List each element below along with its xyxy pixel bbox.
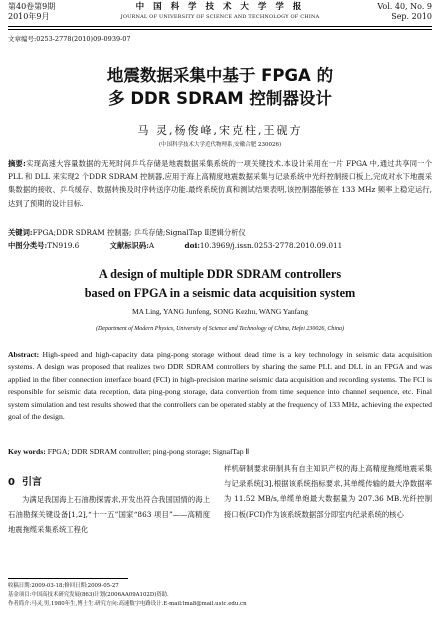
date-zh: 2010年9月 [8,12,50,21]
affiliation-en: (Department of Modern Physics, University of Science and Technology of China, Hefei 230026, China) [95,326,345,332]
journal-volume-en [377,2,432,22]
clc [8,241,93,250]
authors-en: MA Ling, YANG Junfeng, SONG Kezhu, WANG Yanfang [131,307,309,316]
classification-row [8,240,432,252]
abstract-zh [8,157,432,210]
footnote-fund: 基金项目:中国高技术研究发展(863)计划(2006AA09A102D)资助. [8,592,169,598]
clc-value: TN919.6 [47,241,80,250]
abstract-en-label: Abstract: [8,350,40,359]
footnote-author: 作者简介:马灵,男,1980年生,博士生.研究方向:高速数字电路设计.E-mail:lma8@mail.ustc.edu.cn [8,601,247,607]
doi [184,241,356,250]
journal-name-en: JOURNAL OF UNIVERSITY OF SCIENCE AND TECHNOLOGY OF CHINA [120,14,320,20]
section-heading [8,473,42,488]
abstract-en [8,349,432,423]
keywords-en-text: FPGA; DDR SDRAM controller; ping-pong storage; SignalTap Ⅱ [47,447,250,456]
keywords-en [8,446,432,458]
doi-value: 10.3969/j.issn.0253-2778.2010.09.011 [199,241,343,250]
section-title: 引言 [21,477,42,488]
header-rule-thin [8,29,432,30]
footnote-received: 收稿日期:2009-03-18;修回日期:2009-05-27 [8,583,119,589]
doc-code-value: A [148,241,155,250]
keywords-zh [8,227,432,239]
keywords-zh-text: FPGA;DDR SDRAM 控制器; 乒乓存储;SignalTap Ⅱ逻辑分析仪 [32,228,246,237]
journal-volume-zh [8,2,55,22]
volume-en: Vol. 40, No. 9 [377,2,432,11]
title-en-line2: based on FPGA in a seismic data acquisition system [84,286,356,300]
keywords-en-label: Key words: [8,447,46,456]
affiliation-zh: (中国科学技术大学近代物理系,安徽合肥 230026) [158,142,282,148]
journal-name [110,2,330,22]
clc-label: 中图分类号: [8,241,48,250]
doc-code-label: 文献标识码: [109,241,149,250]
footnotes [8,582,432,609]
abstract-zh-text: 实现高速大容量数据的无死时间乒乓存储是地震数据采集系统的一项关键技术.本设计采用在一片 FPGA 中,通过共享同一个PLL 和 DLL 来实现2 个DDR SDRAM 控制器,应用于海上高精度地震数据采集与记录系统中光纤控制接口板上,完成对水下地震采集数据的接收、乒乓缓存、数据转换及时序转送序功能.最终系统仿真和测试结果表明,该控制器能够在 133 MHz 频率上稳定运行,达到了预期的设计目标. [8,159,432,208]
doc-code [110,241,168,250]
journal-name-zh: 中 国 科 学 技 术 大 学 学 报 [135,2,305,12]
header-rule [8,26,432,27]
title-en-line1: A design of multiple DDR SDRAM controllers [98,267,342,281]
article-number: 文章编号:0253-2778(2010)09-0939-07 [8,35,131,43]
title-zh-line2: 多 DDR SDRAM 控制器设计 [108,89,332,108]
abstract-zh-label: 摘要: [8,159,26,168]
body-right-column: 样机研制要求研制具有自主知识产权的海上高精度拖缆地震采集与记录系统[3],根据该系统指标要求,其单缆传输的最大净数据率为 11.52 MB/s,单缆单炮最大数据量为 207.36 MB.光纤控制接口板(FCI)作为该系统数据部分即室内纪录系统的核心 [224,464,432,519]
title-zh-line1: 地震数据采集中基于 FPGA 的 [106,66,334,85]
section-number: 0 [8,477,15,488]
volume-zh: 第40卷第9期 [8,2,56,11]
authors-zh: 马 灵,杨俊峰,宋克柱,王砚方 [137,124,303,137]
abstract-en-text: High-speed and high-capacity data ping-pong storage without dead time is a key technology in seismic data acquisition systems. A design was proposed that realizes two DDR SDRAM controllers by sharing the same PLL and DLL in an FPGA and was applied in the fiber connection interface board (FCI) in high-precision marine seismic data acquisition and recording systems. The FCI is responsible for seismic data reception, data ping-pong storage, data convertion from time sequence into channel sequence, etc. Final system simulation and test results showed that the controllers can be operated stably at the frequency of 133 MHz, achieving the expected goal of the design. [8,350,432,422]
keywords-zh-label: 关键词: [8,228,33,237]
date-en: Sep. 2010 [391,12,432,21]
footnote-rule [8,578,128,579]
body-left-column: 为满足我国海上石油勘探需求,开发出符合我国国情的海上石油勘探关键设备[1,2],“十一五”国家“863 项目”——高精度地震拖缆采集系统工程化 [8,495,210,534]
doi-label: doi: [184,241,200,250]
